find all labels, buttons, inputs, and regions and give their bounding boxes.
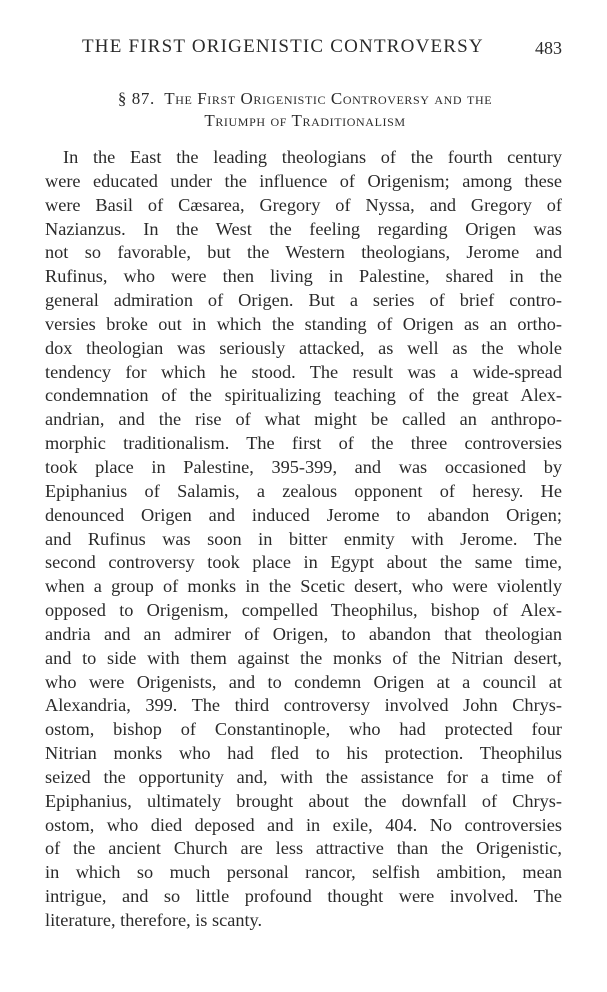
text-line: who were Origenists, and to condemn Origen at a council at <box>45 671 562 692</box>
text-line: opposed to Origenism, compelled Theophilus, bishop of Alex- <box>45 600 562 621</box>
section-heading-line-1: § 87. The First Origenistic Controversy and the <box>117 89 493 108</box>
text-line: condemnation of the spiritualizing teaching of the great Alex- <box>45 385 562 406</box>
text-line: Nitrian monks who had fled to his protection. Theophilus <box>45 743 562 764</box>
text-line: were Basil of Cæsarea, Gregory of Nyssa, and Gregory of <box>45 194 562 215</box>
text-line: of the ancient Church are less attractive than the Origenistic, <box>45 838 562 859</box>
text-line: literature, therefore, is scanty. <box>45 910 263 930</box>
text-line: in which so much personal rancor, selfish ambition, mean <box>45 862 562 883</box>
text-line: Epiphanius, ultimately brought about the downfall of Chrys- <box>45 790 562 811</box>
text-line: denounced Origen and induced Jerome to abandon Origen; <box>45 504 562 525</box>
text-line: seized the opportunity and, with the assistance for a time of <box>45 766 562 787</box>
text-line: not so favorable, but the Western theologians, Jerome and <box>45 242 562 263</box>
text-line: tendency for which he stood. The result was a wide-spread <box>45 361 562 382</box>
text-line: dox theologian was seriously attacked, as well as the whole <box>45 337 562 358</box>
text-line: Alexandria, 399. The third controversy involved John Chrys- <box>45 695 562 716</box>
text-line: took place in Palestine, 395-399, and was occasioned by <box>45 456 562 477</box>
section-heading <box>40 88 570 132</box>
text-line: Rufinus, who were then living in Palestine, shared in the <box>45 266 562 287</box>
text-line: ostom, bishop of Constantinople, who had protected four <box>45 719 562 740</box>
text-line: intrigue, and so little profound thought were involved. The <box>45 886 562 907</box>
body-paragraph <box>45 146 562 933</box>
page-number: 483 <box>535 38 562 58</box>
text-line: andrian, and the rise of what might be called an anthropo- <box>45 409 562 430</box>
text-line: second controversy took place in Egypt about the same time, <box>45 552 562 573</box>
text-line: and Rufinus was soon in bitter enmity with Jerome. The <box>45 528 562 549</box>
text-line: ostom, who died deposed and in exile, 404. No controversies <box>45 814 562 835</box>
text-line: In the East the leading theologians of the fourth century <box>63 147 562 167</box>
text-line: and to side with them against the monks of the Nitrian desert, <box>45 647 562 668</box>
text-line: were educated under the influence of Origenism; among these <box>45 170 562 191</box>
text-line: versies broke out in which the standing of Origen as an ortho- <box>45 313 562 334</box>
running-header-title: THE FIRST ORIGENISTIC CONTROVERSY <box>82 36 484 57</box>
text-line: Epiphanius of Salamis, a zealous opponent of heresy. He <box>45 480 562 501</box>
text-line: when a group of monks in the Scetic desert, who were violently <box>45 576 562 597</box>
text-line: andria and an admirer of Origen, to abandon that theologian <box>45 623 562 644</box>
section-heading-line-2: Triumph of Traditionalism <box>204 111 406 130</box>
text-line: morphic traditionalism. The first of the three controversies <box>45 433 562 454</box>
text-line: general admiration of Origen. But a series of brief contro- <box>45 290 562 311</box>
text-line: Nazianzus. In the West the feeling regarding Origen was <box>45 218 562 239</box>
